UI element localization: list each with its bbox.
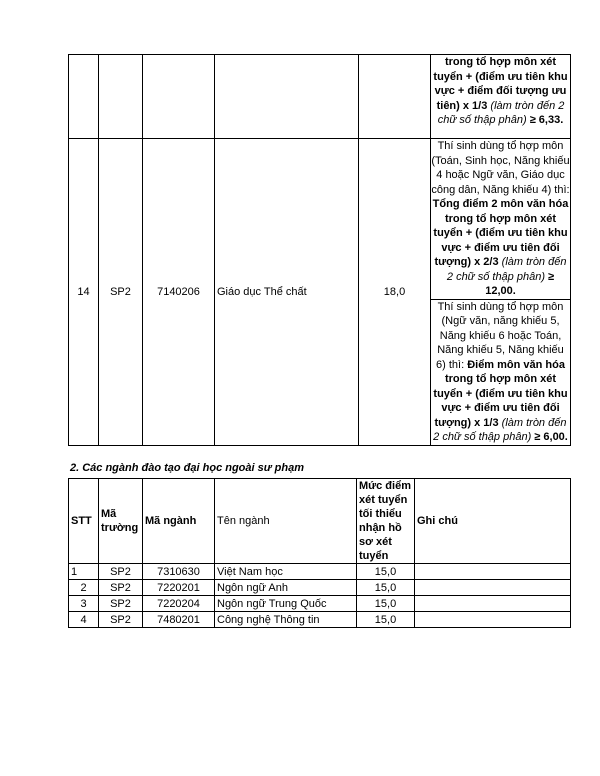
header-ma-nganh: Mã ngành	[143, 479, 215, 564]
admission-table-non-sp	[68, 478, 571, 628]
ghi-chu-cell	[415, 612, 571, 628]
ma-truong-cell: SP2	[99, 564, 143, 580]
note-italic-text: (làm tròn đến 2 chữ số thập phân)	[446, 256, 567, 283]
ma-truong-cell: SP2	[99, 580, 143, 596]
stt-cell	[69, 55, 99, 139]
ma-truong-cell: SP2	[99, 596, 143, 612]
admission-table-sp	[68, 54, 571, 446]
ghi-chu-cell	[415, 580, 571, 596]
ma-truong-cell: SP2	[99, 612, 143, 628]
ma-nganh-cell: 7220201	[143, 580, 215, 596]
note-threshold: ≥ 6,33.	[529, 114, 564, 126]
header-ma-truong: Mã trường	[99, 479, 143, 564]
ten-nganh-cell: Công nghệ Thông tin	[215, 612, 357, 628]
table-row	[69, 596, 571, 612]
header-stt: STT	[69, 479, 99, 564]
note-threshold: ≥ 6,00.	[534, 431, 568, 443]
ma-nganh-cell: 7480201	[143, 612, 215, 628]
diem-cell	[359, 55, 431, 139]
stt-cell: 2	[69, 580, 99, 596]
ten-nganh-cell: Việt Nam học	[215, 564, 357, 580]
ghi-chu-cell	[415, 564, 571, 580]
diem-cell: 18,0	[359, 139, 431, 446]
table-row	[69, 564, 571, 580]
stt-cell: 1	[69, 564, 99, 580]
note-bold-text: Điểm môn văn hóa trong tổ hợp môn xét tuyển + (điểm ưu tiên khu vực + điểm ưu tiên đối tượng) x 1/3	[433, 358, 568, 429]
table-row	[69, 139, 571, 300]
diem-cell: 15,0	[357, 564, 415, 580]
section-heading: 2. Các ngành đào tạo đại học ngoài sư phạm	[70, 462, 304, 474]
note-text: Thí sinh dùng tổ hợp môn (Toán, Sinh học, Năng khiếu 4 hoặc Ngữ văn, Giáo dục công dân, Năng khiếu 4) thì:	[431, 140, 570, 196]
note-italic-text: (làm tròn đến 2 chữ số thập phân)	[433, 416, 567, 443]
diem-cell: 15,0	[357, 612, 415, 628]
note-cell	[431, 299, 571, 445]
stt-cell: 4	[69, 612, 99, 628]
diem-cell: 15,0	[357, 580, 415, 596]
header-ghi-chu: Ghi chú	[415, 479, 571, 564]
ma-nganh-cell: 7220204	[143, 596, 215, 612]
note-cell	[431, 139, 571, 300]
table-header-row	[69, 479, 571, 564]
diem-cell: 15,0	[357, 596, 415, 612]
ma-truong-cell	[99, 55, 143, 139]
ma-truong-cell: SP2	[99, 139, 143, 446]
ma-nganh-cell: 7310630	[143, 564, 215, 580]
header-ten-nganh: Tên ngành	[215, 479, 357, 564]
note-italic-text: (làm tròn đến 2 chữ số thập phân)	[437, 99, 565, 126]
ten-nganh-cell: Ngôn ngữ Trung Quốc	[215, 596, 357, 612]
stt-cell: 3	[69, 596, 99, 612]
table-row	[69, 55, 571, 139]
ma-nganh-cell	[143, 55, 215, 139]
ma-nganh-cell: 7140206	[143, 139, 215, 446]
ten-nganh-cell	[215, 55, 359, 139]
header-diem: Mức điểm xét tuyển tối thiểu nhận hồ sơ xét tuyển	[357, 479, 415, 564]
note-cell	[431, 55, 571, 139]
note-text: Thí sinh dùng tổ hợp môn (Ngữ văn, năng khiếu 5, Năng khiếu 6 hoặc Toán, Năng khiếu 5, Năng khiếu 6) thì:	[436, 300, 564, 371]
note-bold-text: Tổng điểm 2 môn văn hóa trong tổ hợp môn xét tuyển + (điểm ưu tiên khu vực + điểm ưu tiên đối tượng) x 2/3	[432, 198, 569, 268]
note-bold-text: trong tổ hợp môn xét tuyển + (điểm ưu tiên khu vực + điểm đối tượng ưu tiên) x 1/3	[433, 56, 568, 112]
ten-nganh-cell: Giáo dục Thể chất	[215, 139, 359, 446]
note-threshold: ≥ 12,00.	[485, 270, 555, 297]
ghi-chu-cell	[415, 596, 571, 612]
stt-cell: 14	[69, 139, 99, 446]
ten-nganh-cell: Ngôn ngữ Anh	[215, 580, 357, 596]
table-row	[69, 580, 571, 596]
table-row	[69, 612, 571, 628]
